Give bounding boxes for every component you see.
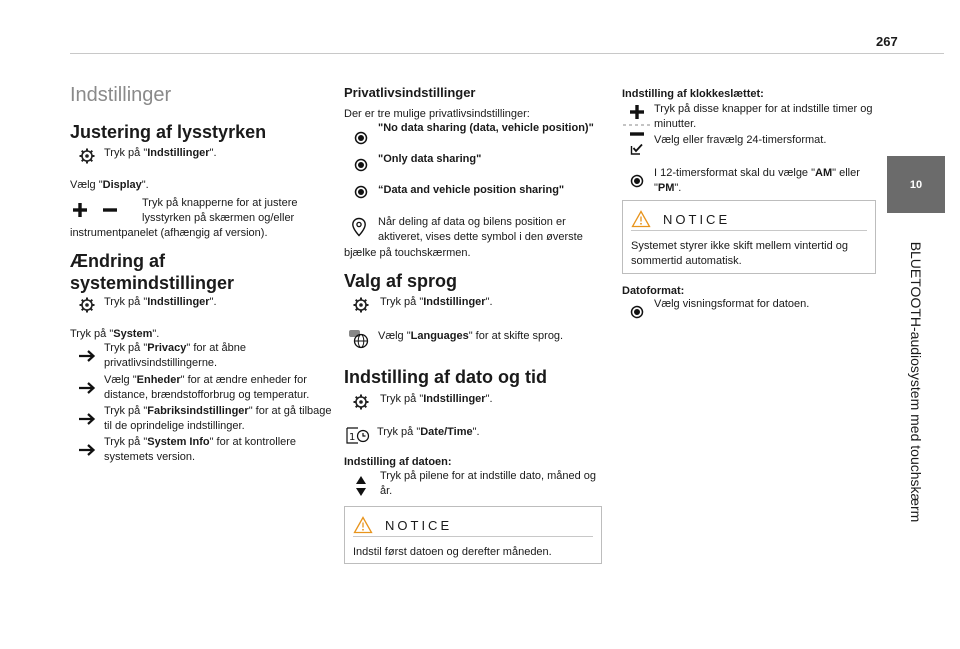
gear-icon xyxy=(348,392,374,410)
gear-icon xyxy=(74,295,100,313)
text: Tryk på disse knapper for at indstille timer og minutter. xyxy=(654,103,873,130)
checkbox-icon xyxy=(622,133,652,155)
text-bold: Enheder xyxy=(136,374,181,386)
text: Tryk på " xyxy=(104,405,148,417)
text-bold: Date/Time xyxy=(420,426,473,438)
step-am-pm xyxy=(622,166,876,196)
subheading-date: Indstilling af datoen: xyxy=(344,456,452,468)
text: Tryk på " xyxy=(104,342,148,354)
text: Tryk på pilene for at indstille dato, måned og år. xyxy=(380,470,597,497)
warning-icon xyxy=(631,210,651,228)
list-item-units xyxy=(74,373,336,403)
notice-header xyxy=(631,201,867,231)
text-bold: Fabriksindstillinger xyxy=(147,405,249,417)
text: ". xyxy=(485,393,493,405)
text: Tryk på " xyxy=(104,147,148,159)
text-bold: PM xyxy=(657,182,675,194)
text-bold: Languages xyxy=(410,330,469,342)
step-system xyxy=(70,327,335,342)
radio-icon xyxy=(622,297,652,319)
privacy-intro: Der er tre mulige privatlivsindstillinger: xyxy=(344,108,530,120)
text-bold: Indstillinger xyxy=(147,147,210,159)
location-pin-icon xyxy=(346,215,372,245)
text: Vælg " xyxy=(104,374,137,386)
text: ". xyxy=(674,182,682,194)
text-line: Tryk på knapperne for at justere xyxy=(142,197,298,209)
privacy-option-3 xyxy=(348,183,602,199)
text-bold: Indstillinger xyxy=(423,393,486,405)
text: Tryk på " xyxy=(380,393,424,405)
arrow-right-icon xyxy=(74,435,100,465)
text: Tryk på " xyxy=(104,436,148,448)
list-item-factory-reset xyxy=(74,404,336,434)
subheading-time: Indstilling af klokkeslættet: xyxy=(622,88,764,100)
step-brightness-settings xyxy=(74,146,334,164)
text-bold: System Info xyxy=(147,436,210,448)
text-bold: Indstillinger xyxy=(147,296,210,308)
plus-icon xyxy=(629,104,645,120)
text-bold: AM xyxy=(815,167,833,179)
arrow-right-icon xyxy=(74,404,100,434)
svg-text:1: 1 xyxy=(349,432,356,443)
text-line: bjælke på touchskærmen. xyxy=(344,247,471,259)
text: " for at åbne privatlivsindstillingerne. xyxy=(104,342,246,369)
text-bold: Privacy xyxy=(147,342,187,354)
text-bold: Indstillinger xyxy=(423,296,486,308)
text: " for at skifte sprog. xyxy=(468,330,564,342)
step-date-format xyxy=(622,297,876,319)
text: ". xyxy=(141,179,149,191)
gear-icon xyxy=(74,146,100,164)
text: ". xyxy=(472,426,480,438)
chapter-tab xyxy=(887,156,945,213)
text: ". xyxy=(209,296,217,308)
text: Vælg " xyxy=(70,179,103,191)
chapter-heading: Indstillinger xyxy=(70,84,172,106)
text: " for at kontrollere systemets version. xyxy=(104,436,297,463)
text: ". xyxy=(152,328,160,340)
step-date-arrows xyxy=(348,469,602,499)
calendar-clock-icon xyxy=(345,423,371,445)
text: Tryk på " xyxy=(377,426,421,438)
text: I 12-timersformat skal du vælge " xyxy=(654,167,816,179)
notice-label: NOTICE xyxy=(663,211,731,227)
arrow-right-icon xyxy=(74,341,100,371)
text: " for at ændre enheder for distance, brændstofforbrug og temperatur. xyxy=(104,374,310,401)
chapter-number: 10 xyxy=(909,178,923,191)
subheading-date-format: Datoformat: xyxy=(622,285,685,297)
plus-minus-icons xyxy=(72,196,132,226)
up-down-arrows-icon xyxy=(348,469,374,499)
radio-icon xyxy=(348,121,374,145)
section-title-date-time: Indstilling af dato og tid xyxy=(344,367,547,387)
list-item-privacy xyxy=(74,341,336,371)
text-line: aktiveret, vises dette symbol i den øverste xyxy=(378,231,583,243)
text: Vælg " xyxy=(378,330,411,342)
radio-icon xyxy=(348,152,374,172)
text: Vælg eller fravælg 24-timersformat. xyxy=(654,134,827,146)
text: Vælg visningsformat for datoen. xyxy=(654,298,810,310)
text: ". xyxy=(485,296,493,308)
section-title-privacy: Privatlivsindstillinger xyxy=(344,85,476,100)
step-date-settings xyxy=(348,392,602,410)
plus-icon xyxy=(72,202,88,218)
text-bold: “Data and vehicle position sharing" xyxy=(378,184,565,196)
text: Tryk på " xyxy=(380,296,424,308)
radio-icon xyxy=(622,166,652,196)
top-divider xyxy=(70,53,944,54)
page-number: 267 xyxy=(876,34,898,49)
notice-label: NOTICE xyxy=(385,517,453,533)
notice-text: Indstil først datoen og derefter måneden. xyxy=(353,546,552,558)
text: Tryk på " xyxy=(70,328,114,340)
text-line: lysstyrken på skærmen og/eller xyxy=(142,212,295,224)
text-bold: System xyxy=(113,328,153,340)
privacy-note xyxy=(346,215,602,245)
step-date-time xyxy=(345,423,602,445)
title-line: systemindstillinger xyxy=(70,273,235,293)
step-adjust-brightness xyxy=(72,196,342,226)
section-title-brightness: Justering af lysstyrken xyxy=(70,122,267,142)
text-bold: "No data sharing (data, vehicle position)" xyxy=(378,122,594,134)
notice-text: Systemet styrer ikke skift mellem vintertid og sommertid automatisk. xyxy=(631,240,849,267)
text-line: instrumentpanelet (afhængig af version). xyxy=(70,227,268,239)
section-title-language: Valg af sprog xyxy=(344,271,458,291)
step-select-display xyxy=(70,178,335,193)
gear-icon xyxy=(348,295,374,313)
step-languages xyxy=(346,327,602,349)
text-bold: "Only data sharing" xyxy=(378,153,482,165)
notice-header xyxy=(353,507,593,537)
radio-icon xyxy=(348,183,374,199)
step-system-settings xyxy=(74,295,334,313)
text: " eller " xyxy=(654,167,860,194)
dashed-divider xyxy=(623,124,651,126)
chapter-title-vertical: BLUETOOTH-audiosystem med touchskærm xyxy=(908,241,924,523)
language-globe-icon xyxy=(346,327,372,349)
text-bold: Display xyxy=(102,179,142,191)
list-item-system-info xyxy=(74,435,336,465)
privacy-option-2 xyxy=(348,152,602,172)
text: " for at gå tilbage til de oprindelige indstillinger. xyxy=(104,405,332,432)
notice-box-time xyxy=(622,200,876,274)
text: ". xyxy=(209,147,217,159)
privacy-option-1 xyxy=(348,121,602,145)
text-line: Når deling af data og bilens position er xyxy=(378,216,566,228)
section-title-system xyxy=(70,250,340,294)
title-line: Ændring af xyxy=(70,251,165,271)
arrow-right-icon xyxy=(74,373,100,403)
warning-icon xyxy=(353,516,373,534)
notice-box-date xyxy=(344,506,602,564)
step-24h-format xyxy=(622,133,876,155)
step-language-settings xyxy=(348,295,602,313)
text: Tryk på " xyxy=(104,296,148,308)
minus-icon xyxy=(102,202,118,218)
